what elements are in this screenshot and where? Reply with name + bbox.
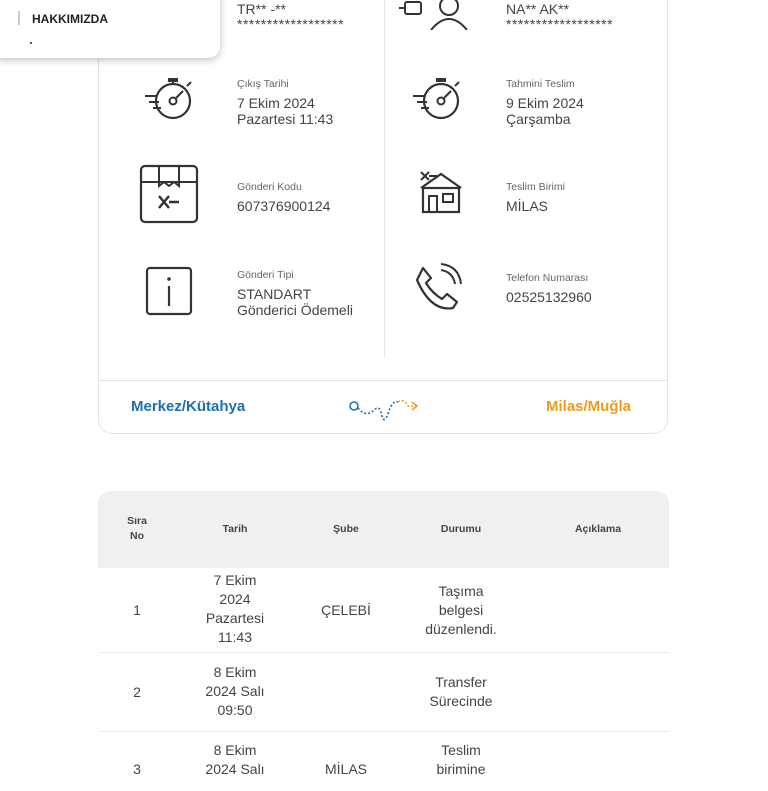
row-date-line: 2024 Salı — [205, 761, 265, 777]
row-no: 2 — [133, 684, 141, 700]
row-date-line: 7 Ekim — [213, 572, 257, 588]
row-date-line: Pazartesi — [205, 610, 265, 626]
header-sira-line1: Sıra — [127, 515, 147, 527]
row-status-line: belgesi — [438, 602, 484, 618]
header-tarih: Tarih — [222, 523, 248, 535]
row-status-line: birimine — [436, 761, 486, 777]
row-date — [195, 571, 275, 647]
phone-label: Telefon Numarası — [506, 272, 589, 284]
row-no: 1 — [133, 602, 141, 618]
row-date — [195, 741, 275, 779]
route-destination: Milas/Muğla — [546, 398, 632, 415]
departure-day-time: Pazartesi 11:43 — [237, 111, 334, 127]
row-date-line: 2024 Salı — [205, 683, 265, 699]
dropdown-menu — [0, 0, 220, 58]
row-status-line: Sürecinde — [429, 693, 493, 709]
unit-value: MİLAS — [506, 198, 549, 214]
phone-icon — [413, 262, 463, 312]
code-label: Gönderi Kodu — [237, 181, 302, 193]
tracking-table — [98, 491, 669, 791]
row-date-line: 8 Ekim — [213, 742, 257, 758]
header-sira-line2: No — [130, 530, 144, 542]
row-branch: MİLAS — [324, 761, 367, 777]
sender-name: TR** -** — [237, 1, 287, 17]
row-date — [195, 663, 275, 720]
branch-house-icon — [417, 170, 465, 214]
row-branch: ÇELEBİ — [321, 602, 371, 618]
code-value: 607376900124 — [237, 198, 331, 214]
eta-label: Tahmini Teslim — [506, 78, 575, 90]
shipment-card — [98, 0, 668, 434]
table-row — [98, 569, 669, 653]
header-sube: Şube — [333, 523, 359, 535]
phone-value: 02525132960 — [506, 289, 592, 305]
row-date-line: 11:43 — [218, 629, 252, 645]
eta-day: Çarşamba — [506, 111, 571, 127]
sender-masked-stars: ****************** — [237, 16, 345, 32]
row-status-line: Teslim — [441, 742, 481, 758]
stopwatch-icon — [143, 70, 199, 126]
eta-date: 9 Ekim 2024 — [506, 95, 584, 111]
row-status-line: Taşıma — [438, 583, 484, 599]
info-box-icon — [145, 266, 193, 316]
route-origin: Merkez/Kütahya — [131, 398, 246, 415]
package-box-icon — [139, 164, 199, 224]
header-durumu: Durumu — [440, 523, 482, 535]
type-value: STANDART — [237, 286, 312, 302]
receiver-person-icon — [397, 0, 477, 30]
row-no: 3 — [133, 761, 141, 777]
column-divider — [384, 0, 385, 358]
route-divider — [99, 380, 667, 381]
header-sira — [116, 514, 158, 544]
departure-date: 7 Ekim 2024 — [237, 95, 315, 111]
unit-label: Teslim Birimi — [506, 181, 565, 193]
table-row — [98, 653, 669, 732]
row-status — [416, 741, 506, 779]
row-status — [416, 673, 506, 711]
row-date-line: 09:50 — [217, 702, 253, 718]
receiver-name: NA** AK** — [506, 1, 570, 17]
table-header — [98, 491, 669, 568]
menu-item-indicator — [18, 11, 20, 25]
header-aciklama: Açıklama — [574, 523, 622, 535]
menu-item-about[interactable]: HAKKIMIZDA — [32, 12, 108, 26]
route-path-icon — [348, 390, 420, 424]
departure-label: Çıkış Tarihi — [237, 78, 289, 90]
receiver-masked-stars: ****************** — [506, 16, 614, 32]
stopwatch-icon — [411, 70, 467, 126]
type-payment: Gönderici Ödemeli — [237, 302, 353, 318]
table-row — [98, 732, 669, 791]
row-date-line: 2024 — [219, 591, 251, 607]
row-date-line: 8 Ekim — [213, 664, 257, 680]
row-status — [416, 582, 506, 639]
menu-item-dot — [30, 42, 32, 44]
type-label: Gönderi Tipi — [237, 269, 294, 281]
row-status-line: düzenlendi. — [425, 621, 497, 637]
row-status-line: Transfer — [435, 674, 487, 690]
